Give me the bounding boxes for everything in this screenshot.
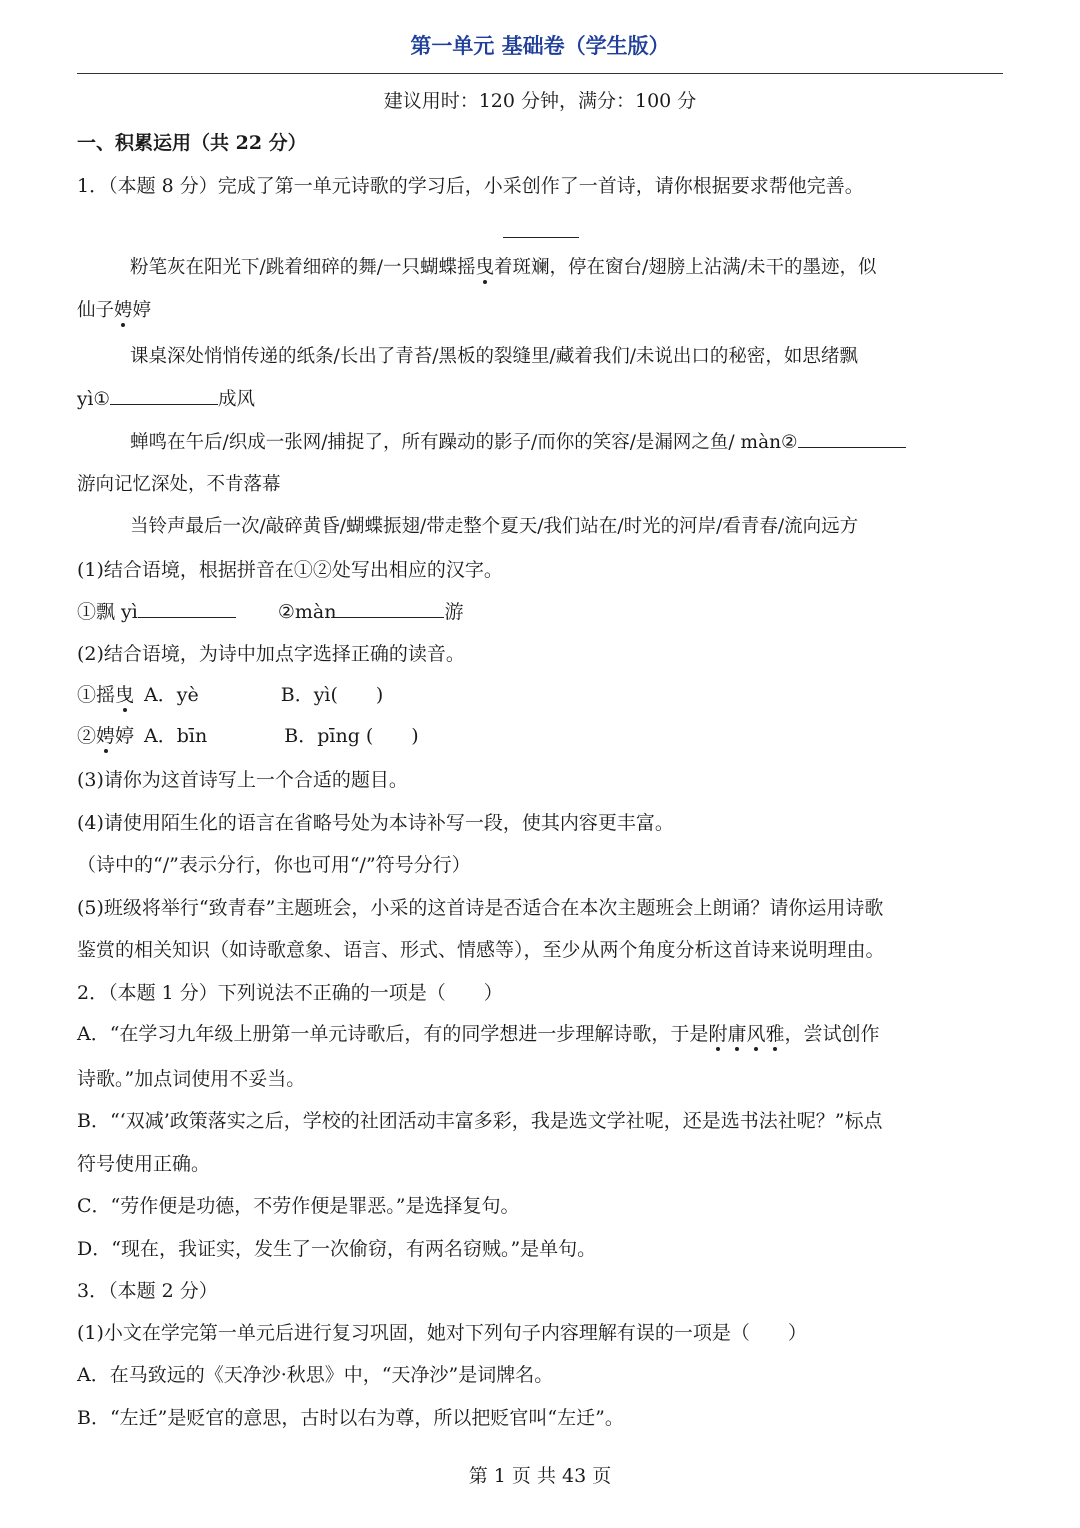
q1-stem: 1．（本题 8 分）完成了第一单元诗歌的学习后，小采创作了一首诗，请你根据要求帮他完善。 [77, 175, 864, 197]
poem-stanza-3-line-1 [130, 428, 906, 454]
q1-part-2-option-2 [77, 721, 419, 748]
dotted-char: 雅 [765, 1023, 785, 1045]
poem-stanza-3-line-2: 游向记忆深处，不肯落幕 [77, 474, 281, 495]
answer-blank-1[interactable] [110, 386, 218, 405]
dotted-char: 附 [708, 1023, 728, 1045]
q1-part-1: (1)结合语境，根据拼音在①②处写出相应的汉字。 [77, 559, 503, 581]
option-text: A．“在学习九年级上册第一单元诗歌后，有的同学想进一步理解诗歌，于是 [77, 1023, 709, 1045]
q3-stem: 3．（本题 2 分） [77, 1280, 218, 1302]
q1-part-3: (3)请你为这首诗写上一个合适的题目。 [77, 769, 408, 791]
q1-part-5-line-2: 鉴赏的相关知识（如诗歌意象、语言、形式、情感等），至少从两个角度分析这首诗来说明理由。 [77, 939, 885, 961]
poem-stanza-2-line-2 [77, 385, 255, 411]
dotted-char: 曳 [115, 684, 135, 706]
poem-title-blank [503, 237, 579, 238]
q3-part-1: (1)小文在学完第一单元后进行复习巩固，她对下列句子内容理解有误的一项是（ ） [77, 1322, 807, 1344]
q1-part-4: (4)请使用陌生化的语言在省略号处为本诗补写一段，使其内容更丰富。 [77, 812, 674, 834]
time-note: 建议用时：120 分钟，满分：100 分 [383, 90, 697, 112]
choice-a[interactable]: A．yè [144, 684, 199, 706]
q3-option-b[interactable]: B．“左迁”是贬官的意思，古时以右为尊，所以把贬官叫“左迁”。 [77, 1407, 624, 1429]
q2-option-a-line-1[interactable] [77, 1019, 880, 1046]
poem-stanza-4: 当铃声最后一次/敲碎黄昏/蝴蝶振翅/带走整个夏天/我们站在/时光的河岸/看青春/流向远方 [130, 516, 859, 537]
dotted-char: 娉 [96, 725, 116, 747]
q2-stem: 2．（本题 1 分）下列说法不正确的一项是（ ） [77, 982, 503, 1004]
dotted-char: 曳 [475, 257, 494, 278]
pinyin-label: yì① [77, 389, 110, 410]
q2-option-b-line-2: 符号使用正确。 [77, 1153, 211, 1175]
poem-text: 成风 [217, 389, 255, 410]
q1-part-2: (2)结合语境，为诗中加点字选择正确的读音。 [77, 643, 465, 665]
q1-part-2-option-1 [77, 680, 383, 707]
document-title: 第一单元 基础卷（学生版） [410, 33, 670, 58]
answer-blank-2[interactable] [798, 429, 906, 448]
q2-option-b-line-1[interactable]: B．“‘双减’政策落实之后，学校的社团活动丰富多彩，我是选文学社呢，还是选书法社呢？”标点 [77, 1110, 883, 1132]
answer-label: 游 [444, 601, 464, 623]
option-label: ①摇 [77, 684, 116, 706]
q2-option-d[interactable]: D．“现在，我证实，发生了一次偷窃，有两名窃贼。”是单句。 [77, 1238, 597, 1260]
page-number: 第 1 页 共 43 页 [468, 1465, 612, 1487]
section-heading: 一、积累运用（共 22 分） [77, 132, 307, 154]
answer-blank-man[interactable] [336, 599, 444, 618]
poem-stanza-1-line-2 [77, 296, 151, 322]
poem-text: 蝉鸣在午后/织成一张网/捕捉了，所有躁动的影子/而你的笑容/是漏网之鱼/ màn② [130, 432, 798, 453]
q2-option-c[interactable]: C．“劳作便是功德，不劳作便是罪恶。”是选择复句。 [77, 1195, 520, 1217]
option-label: 婷 [115, 725, 135, 747]
poem-stanza-1-line-1 [130, 253, 876, 279]
answer-label: ①飘 yì [77, 601, 138, 623]
q1-part-5-line-1: (5)班级将举行“致青春”主题班会，小采的这首诗是否适合在本次主题班会上朗诵？请你运用诗歌 [77, 897, 884, 919]
poem-text: 粉笔灰在阳光下/跳着细碎的舞/一只蝴蝶摇 [130, 257, 476, 278]
poem-text: 仙子 [77, 300, 115, 321]
answer-blank-yi[interactable] [138, 599, 236, 618]
dotted-char: 娉 [114, 300, 133, 321]
q2-option-a-line-2: 诗歌。”加点词使用不妥当。 [77, 1068, 306, 1090]
dotted-char: 风 [746, 1023, 766, 1045]
dotted-char: 庸 [727, 1023, 747, 1045]
option-label: ② [77, 725, 97, 747]
choice-a[interactable]: A．bīn [144, 725, 208, 747]
choice-b[interactable]: B．pīng ( ) [284, 725, 419, 747]
q3-option-a[interactable]: A．在马致远的《天净沙·秋思》中，“天净沙”是词牌名。 [77, 1364, 554, 1386]
answer-label: ②màn [277, 601, 337, 623]
q1-part-4-note: （诗中的“/”表示分行，你也可用“/”符号分行） [77, 854, 471, 876]
q1-part-1-answers [77, 597, 464, 624]
option-text: ，尝试创作 [784, 1023, 880, 1045]
poem-text: 婷 [132, 300, 152, 321]
choice-b[interactable]: B．yì( ) [280, 684, 384, 706]
header-divider [77, 73, 1003, 74]
poem-stanza-2-line-1: 课桌深处悄悄传递的纸条/长出了青苔/黑板的裂缝里/藏着我们/未说出口的秘密，如思绪飘 [130, 346, 858, 367]
poem-text: 着斑斓，停在窗台/翅膀上沾满/未干的墨迹，似 [493, 257, 877, 278]
